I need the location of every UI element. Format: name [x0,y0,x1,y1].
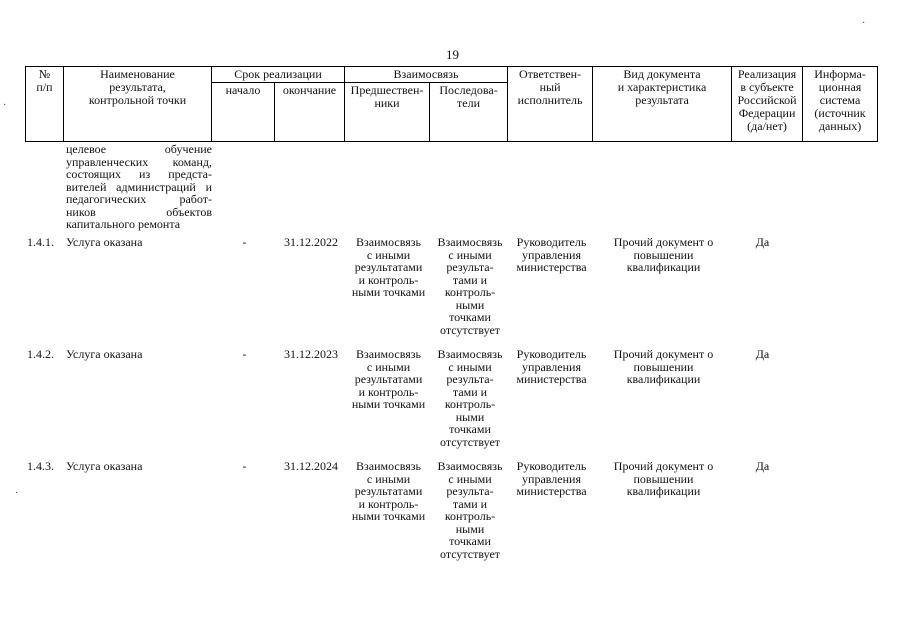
continuation-text: целевое обучение управленческих команд, состоящих из предста- вителей администраций и педагогических работ- ников объектов капитального ремонта [66,142,212,231]
row-doc-type: Прочий документ о повышении квалификации [613,459,714,498]
row-responsible: Руководитель управления министерства [516,459,587,498]
row-num: 1.4.3. [27,459,54,473]
header-region: Реализация в субъекте Российской Федерации (да/нет) [732,67,803,142]
row-end: 31.12.2023 [284,347,338,361]
row-end: 31.12.2022 [284,235,338,249]
scan-speck: · [862,18,866,29]
header-term: Срок реализации [212,67,345,83]
row-start: - [242,235,247,249]
row-predecessors: Взаимосвязь с иными результатами и контроль- ными точками [351,459,426,523]
row-predecessors: Взаимосвязь с иными результатами и контроль- ными точками [351,235,426,299]
plan-table-header [25,66,877,142]
header-start: начало [212,83,275,142]
row-end: 31.12.2024 [284,459,338,473]
header-num: № п/п [26,67,64,142]
header-doc-type: Вид документа и характеристика результата [593,67,732,142]
header-responsible: Ответствен- ный исполнитель [508,67,593,142]
row-num: 1.4.2. [27,347,54,361]
row-start: - [242,347,247,361]
row-successors: Взаимосвязь с иными результа- тами и контроль- ными точками отсутствует [437,347,503,449]
row-name: Услуга оказана [66,347,143,361]
header-info-system: Информа- ционная система (источник данных) [803,67,878,142]
row-responsible: Руководитель управления министерства [516,235,587,274]
row-region: Да [755,235,770,249]
header-successors: Последова- тели [430,83,508,142]
row-responsible: Руководитель управления министерства [516,347,587,386]
header-relation: Взаимосвязь [345,67,508,83]
row-predecessors: Взаимосвязь с иными результатами и контроль- ными точками [351,347,426,411]
page-number: 19 [446,47,459,62]
row-doc-type: Прочий документ о повышении квалификации [613,347,714,386]
header-predecessors: Предшествен- ники [345,83,430,142]
row-num: 1.4.1. [27,235,54,249]
row-region: Да [755,347,770,361]
row-name: Услуга оказана [66,459,143,473]
header-name: Наименование результата, контрольной точки [64,67,212,142]
row-start: - [242,459,247,473]
scan-speck: · [15,488,19,499]
header-end: окончание [275,83,345,142]
scan-speck: · [3,100,7,111]
row-successors: Взаимосвязь с иными результа- тами и контроль- ными точками отсутствует [437,459,503,561]
row-doc-type: Прочий документ о повышении квалификации [613,235,714,274]
row-successors: Взаимосвязь с иными результа- тами и контроль- ными точками отсутствует [437,235,503,337]
row-name: Услуга оказана [66,235,143,249]
row-region: Да [755,459,770,473]
